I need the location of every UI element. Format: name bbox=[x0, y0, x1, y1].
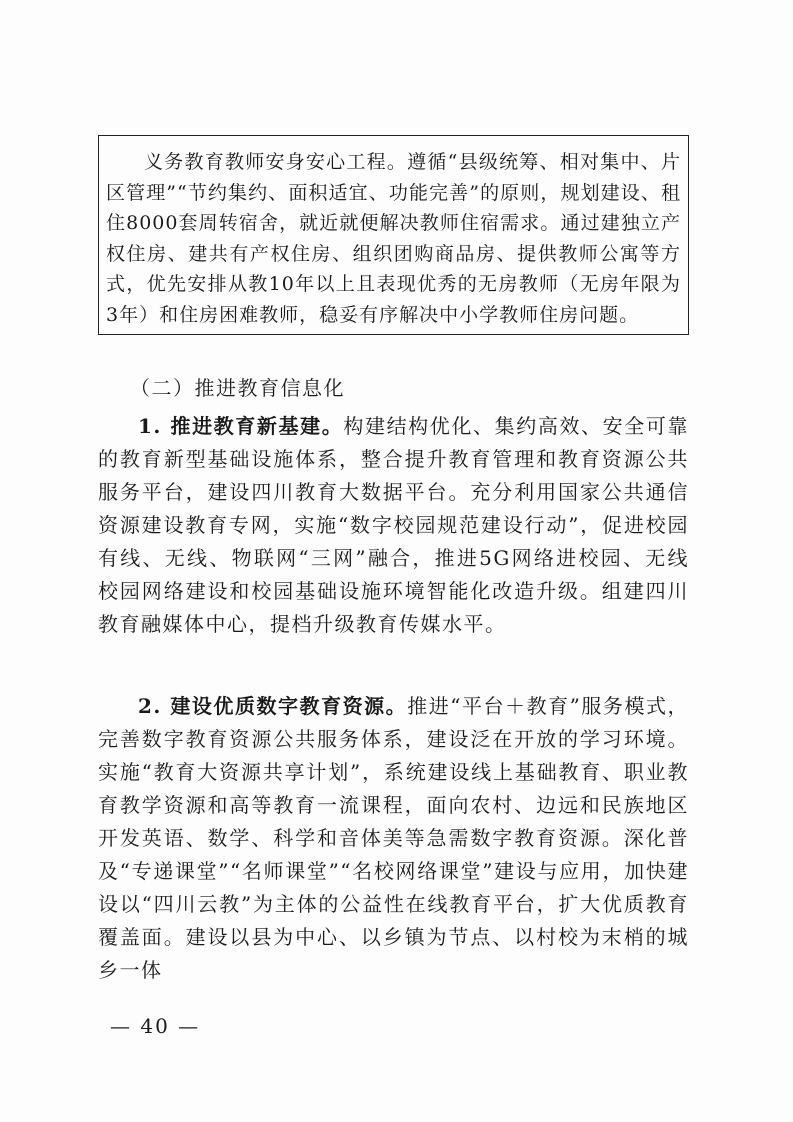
paragraph-2-title: 2. 建设优质数字教育资源。 bbox=[138, 694, 408, 718]
box-text: 义务教育教师安身安心工程。遵循“县级统筹、相对集中、片区管理”“节约集约、面积适宜、功能完善”的原则，规划建设、租住8000套周转宿舍，就近就便解决教师住宿需求。通过建独立产权住房、建共有产权住房、组织团购商品房、提供教师公寓等方式，优先安排从教10年以上且表现优秀的无房教师（无房年限为3年）和住房困难教师，稳妥有序解决中小学教师住房问题。 bbox=[106, 151, 681, 326]
paragraph-1-title: 1. 推进教育新基建。 bbox=[138, 414, 344, 438]
paragraph-2-body: 推进“平台＋教育”服务模式，完善数字教育资源公共服务体系，建设泛在开放的学习环境。实施“教育大资源共享计划”，系统建设线上基础教育、职业教育教学资源和高等教育一流课程，面向农村、边远和民族地区开发英语、数学、科学和音体美等急需数字教育资源。深化普及“专递课堂”“名师课堂”“名校网络课堂”建设与应用，加快建设以“四川云教”为主体的公益性在线教育平台，扩大优质教育覆盖面。建设以县为中心、以乡镇为节点、以村校为末梢的城乡一体 bbox=[98, 694, 690, 982]
section-heading: （二）推进教育信息化 bbox=[130, 376, 345, 400]
paragraph-1-body: 构建结构优化、集约高效、安全可靠的教育新型基础设施体系，整合提升教育管理和教育资源公共服务平台，建设四川教育大数据平台。充分利用国家公共通信资源建设教育专网，实施“数字校园规范建设行动”，促进校园有线、无线、物联网“三网”融合，推进5G网络进校园、无线校园网络建设和校园基础设施环境智能化改造升级。组建四川教育融媒体中心，提档升级教育传媒水平。 bbox=[98, 414, 690, 636]
paragraph-1 bbox=[98, 410, 689, 641]
paragraph-2 bbox=[98, 690, 689, 987]
highlight-box bbox=[98, 135, 689, 335]
page-number: — 40 — bbox=[110, 1014, 201, 1038]
